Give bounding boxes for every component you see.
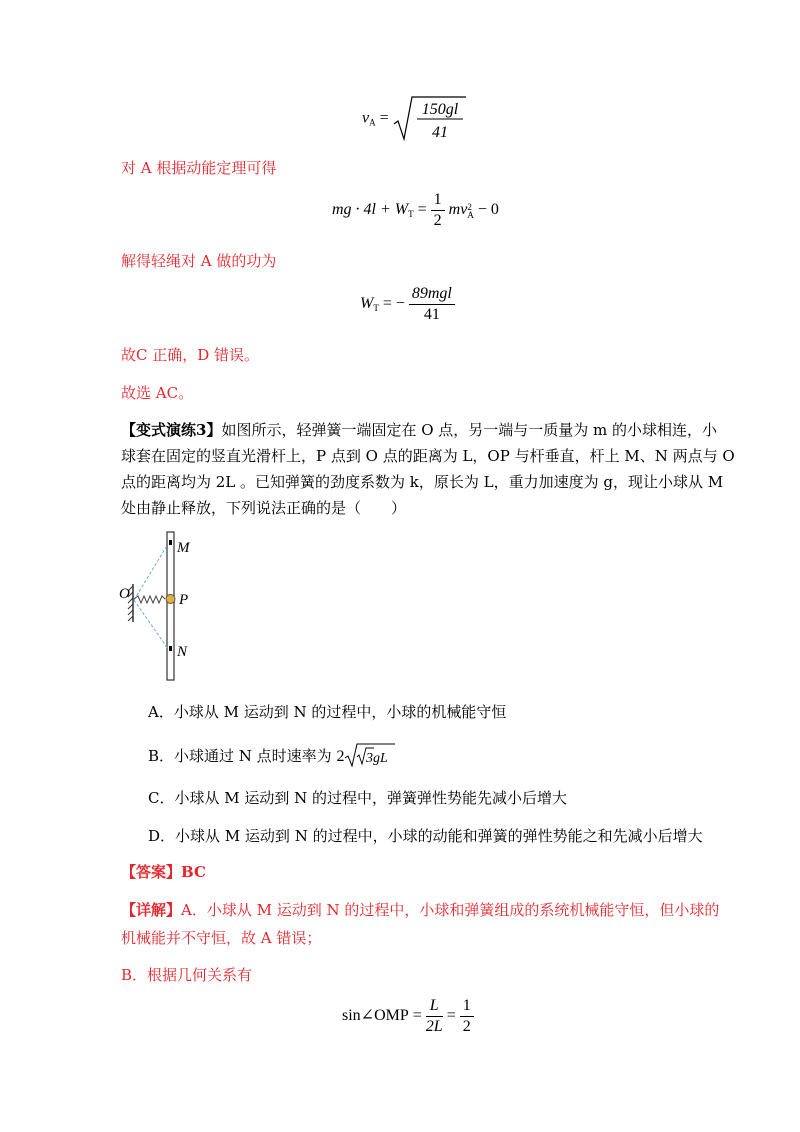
formula-energy: mg · $4l + W_T$ = $\frac{1}{2}$ mv 2 A − 0 — [332, 191, 499, 229]
problem-label: 【变式演练3】 — [121, 421, 222, 439]
dashed-line-on — [134, 600, 168, 649]
line-apply-theorem: 对 A 根据动能定理可得 — [121, 159, 277, 177]
vertical-rod — [167, 532, 174, 680]
nested-sqrt — [344, 743, 396, 767]
marker-m — [169, 540, 172, 545]
frac-work: $\frac{\text{89mgl}}{41}$ — [409, 284, 455, 325]
svg-text:3gL: 3gL — [366, 751, 389, 766]
problem-line-3: 点的距离均为 2L 。已知弹簧的劲度系数为 k，原长为 L，重力加速度为 g，现让小球从 M — [121, 473, 724, 491]
detail-line-1: 【详解】A．小球从 M 运动到 N 的过程中，小球和弹簧组成的系统机械能守恒，但小球的 — [121, 901, 720, 919]
frac-l-2l: $\frac{L}{2L}$ — [425, 997, 443, 1035]
detail-line-2: 机械能并不守恒，故 A 错误； — [121, 929, 322, 947]
marker-n — [169, 646, 172, 651]
formula-sin: sin∠OMP = $\frac{L}{2L}$ = $\frac{1}{2}$ — [342, 996, 474, 1037]
option-a: A．小球从 M 运动到 N 的过程中，小球的机械能守恒 — [148, 703, 507, 721]
dashed-line-om — [134, 544, 168, 600]
problem-line-1: 【变式演练3】如图所示，轻弹簧一端固定在 O 点，另一端与一质量为 m 的小球相连，小 — [121, 421, 718, 439]
formula-va: $v_A$ = 150gl 41 — [362, 96, 467, 142]
frac-one-half-sin: $\frac{1}{2}$ — [460, 996, 474, 1037]
va-denominator: 41 — [431, 124, 448, 141]
detail-label: 【详解】 — [121, 901, 182, 919]
label-o: O — [119, 586, 130, 602]
line-geometry: B．根据几何关系有 — [121, 966, 253, 984]
spring — [134, 596, 165, 603]
sqrt-symbol — [393, 96, 467, 142]
line-choose: 故选 AC。 — [121, 384, 194, 402]
formula-work: $W_T$ = − $\frac{\text{89mgl}}{41}$ — [360, 284, 455, 325]
option-b: B．小球通过 N 点时速率为 2 3gL — [148, 743, 396, 767]
option-d: D．小球从 M 运动到 N 的过程中，小球的动能和弹簧的弹性势能之和先减小后增大 — [148, 827, 703, 845]
option-c: C．小球从 M 运动到 N 的过程中，弹簧弹性势能先减小后增大 — [148, 789, 568, 807]
answer-line: 【答案】BC — [121, 863, 206, 881]
label-p: P — [179, 592, 189, 608]
frac-one-half: $\frac{1}{2}$ — [431, 190, 445, 231]
label-n: N — [177, 644, 188, 660]
line-solve-work: 解得轻绳对 A 做的功为 — [121, 252, 277, 270]
problem-line-2: 球套在固定的竖直光滑杆上，P 点到 O 点的距离为 L，OP 与杆垂直，杆上 M、N 两点与 O — [121, 447, 735, 465]
problem-line-4: 处由静止释放，下列说法正确的是（ ） — [121, 499, 407, 517]
spring-rod-diagram — [118, 528, 208, 684]
ball — [166, 595, 175, 604]
label-m: M — [177, 540, 190, 556]
option-b-formula: 2 3gL — [336, 748, 396, 765]
line-conclusion: 故C 正确，D 错误。 — [121, 346, 260, 364]
va-numerator: 150gl — [421, 101, 458, 118]
